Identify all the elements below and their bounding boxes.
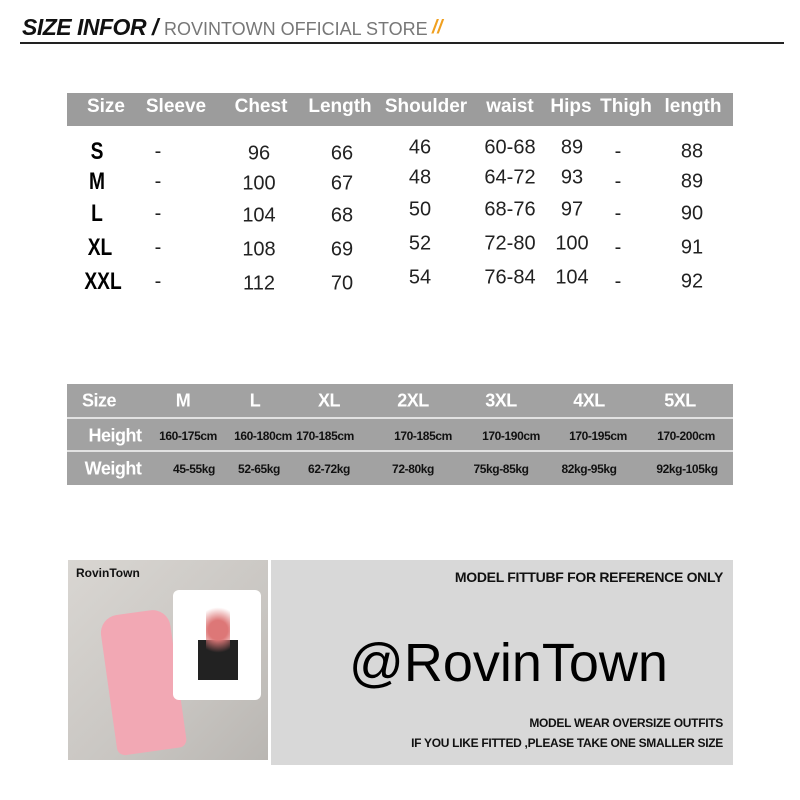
- measurement-cell: 52: [408, 232, 432, 255]
- measurement-cell: 68-76: [484, 198, 536, 221]
- decor-slash-mark: //: [432, 17, 443, 38]
- measurement-cell: 66: [330, 142, 354, 165]
- fit-value: 92kg-105kg: [656, 462, 718, 476]
- size-header: 3XL: [485, 390, 517, 411]
- column-header-length: Length: [308, 96, 372, 117]
- fit-row-size: [67, 384, 733, 416]
- model-note-panel: [271, 560, 733, 765]
- measurement-cell: -: [614, 170, 622, 193]
- measurement-cell: 60-68: [484, 136, 536, 159]
- measurement-cell: 91: [680, 236, 704, 259]
- measurement-cell: 76-84: [484, 266, 536, 289]
- fit-value: 160-180cm: [234, 429, 292, 443]
- measurement-cell: -: [154, 270, 162, 293]
- column-header-hips: Hips: [550, 96, 592, 117]
- photo-brand-watermark: RovinTown: [76, 566, 140, 580]
- column-header-waist: waist: [486, 96, 534, 117]
- size-label: XL: [87, 234, 113, 261]
- measurement-cell: 90: [680, 202, 704, 225]
- fit-value: 82kg-95kg: [561, 462, 617, 476]
- oversize-note: MODEL WEAR OVERSIZE OUTFITS: [529, 716, 723, 730]
- measurement-cell: 100: [242, 172, 276, 195]
- measurement-cell: 89: [680, 170, 704, 193]
- measurement-cell: 69: [330, 238, 354, 261]
- measurement-cell: 88: [680, 140, 704, 163]
- measurement-cell: 46: [408, 136, 432, 159]
- measurement-cell: 97: [560, 198, 584, 221]
- measurement-table-header: [67, 93, 733, 126]
- fit-value: 75kg-85kg: [473, 462, 529, 476]
- measurement-cell: -: [154, 140, 162, 163]
- size-label: M: [89, 168, 105, 195]
- fit-value: 170-195cm: [569, 429, 627, 443]
- brand-handle: @RovinTown: [349, 633, 668, 693]
- size-header: L: [249, 390, 261, 411]
- measurement-cell: -: [154, 202, 162, 225]
- row-label: Weight: [84, 458, 142, 479]
- measurement-cell: -: [614, 236, 622, 259]
- measurement-cell: 48: [408, 166, 432, 189]
- size-header: 2XL: [397, 390, 429, 411]
- size-header: 5XL: [664, 390, 696, 411]
- size-header: 4XL: [573, 390, 605, 411]
- row-label: Size: [81, 390, 117, 411]
- column-header-sleeve: Sleeve: [145, 96, 207, 117]
- measurement-cell: -: [614, 270, 622, 293]
- fit-value: 72-80kg: [392, 462, 434, 476]
- size-header: M: [175, 390, 191, 411]
- fit-row-height: [67, 417, 733, 451]
- column-header-shoulder: Shoulder: [384, 96, 468, 117]
- measurement-cell: 100: [555, 232, 589, 255]
- measurement-cell: 96: [247, 142, 271, 165]
- measurement-cell: 104: [242, 204, 276, 227]
- column-header-size: Size: [86, 96, 126, 117]
- size-label: XXL: [84, 268, 122, 295]
- size-header: XL: [317, 390, 341, 411]
- measurement-cell: 108: [242, 238, 276, 261]
- measurement-cell: 89: [560, 136, 584, 159]
- measurement-cell: -: [614, 140, 622, 163]
- fit-row-weight: [67, 450, 733, 484]
- fit-value: 170-190cm: [482, 429, 540, 443]
- fit-value: 160-175cm: [159, 429, 217, 443]
- fit-value: 170-200cm: [657, 429, 715, 443]
- row-label: Height: [88, 425, 142, 446]
- fit-value: 62-72kg: [308, 462, 350, 476]
- tshirt-tree-graphic: [206, 600, 230, 660]
- size-info-title: SIZE INFOR /: [22, 14, 158, 40]
- fit-value: 45-55kg: [173, 462, 215, 476]
- measurement-cell: 50: [408, 198, 432, 221]
- fit-value: 170-185cm: [296, 429, 354, 443]
- measurement-cell: 68: [330, 204, 354, 227]
- measurement-cell: 92: [680, 270, 704, 293]
- size-label: S: [90, 138, 104, 165]
- measurement-cell: 93: [560, 166, 584, 189]
- measurement-cell: -: [154, 236, 162, 259]
- measurement-cell: 64-72: [484, 166, 536, 189]
- header-divider: [20, 42, 784, 44]
- column-header-thigh: Thigh: [600, 96, 652, 117]
- size-label: L: [91, 200, 103, 227]
- fit-value: 52-65kg: [238, 462, 280, 476]
- measurement-cell: 70: [330, 272, 354, 295]
- measurement-cell: 104: [555, 266, 589, 289]
- measurement-cell: -: [154, 170, 162, 193]
- sizing-advice: IF YOU LIKE FITTED ,PLEASE TAKE ONE SMALLER SIZE: [411, 736, 723, 750]
- fit-value: 170-185cm: [394, 429, 452, 443]
- measurement-cell: 67: [330, 172, 354, 195]
- store-name: ROVINTOWN OFFICIAL STORE: [164, 19, 428, 39]
- column-header-chest: Chest: [234, 96, 288, 117]
- fit-guide-table: [67, 384, 733, 485]
- reference-note: MODEL FITTUBF FOR REFERENCE ONLY: [454, 569, 723, 585]
- measurement-cell: 72-80: [484, 232, 536, 255]
- product-photo: [68, 560, 268, 760]
- column-header-length: length: [664, 96, 722, 117]
- measurement-cell: 54: [408, 266, 432, 289]
- measurement-cell: 112: [243, 272, 275, 295]
- measurement-cell: -: [614, 202, 622, 225]
